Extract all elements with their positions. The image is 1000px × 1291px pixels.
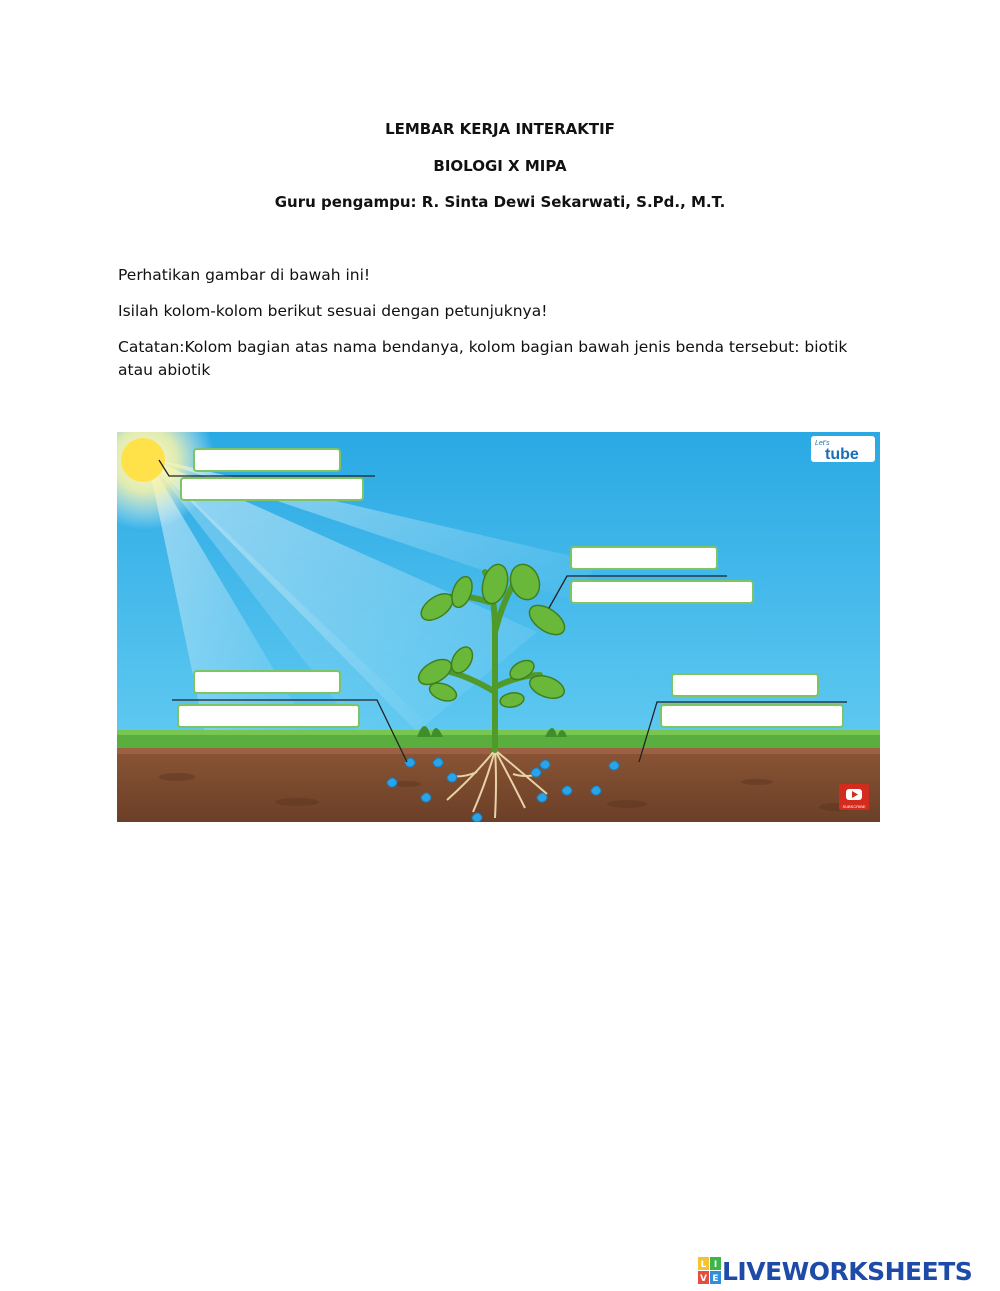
instruction-line-1: Perhatikan gambar di bawah ini! xyxy=(118,266,371,284)
water-type-input[interactable] xyxy=(177,704,360,728)
brand-letter-e: E xyxy=(712,1274,719,1284)
liveworksheets-logo xyxy=(698,1256,972,1286)
worksheet-title: LEMBAR KERJA INTERAKTIF xyxy=(385,120,615,138)
subject-title: BIOLOGI X MIPA xyxy=(433,157,567,175)
soil-name-input[interactable] xyxy=(671,673,819,697)
channel-logo xyxy=(811,436,875,463)
brand-icon xyxy=(698,1257,722,1285)
teacher-name: Guru pengampu: R. Sinta Dewi Sekarwati, S.Pd., M.T. xyxy=(274,193,726,211)
subscribe-text: SUBSCRIBE xyxy=(842,804,866,809)
sun-name-input[interactable] xyxy=(193,448,341,472)
sun-icon xyxy=(121,438,165,482)
logo-main-text: tube xyxy=(825,446,859,463)
sun-type-input[interactable] xyxy=(180,477,364,501)
plant-type-input[interactable] xyxy=(570,580,754,604)
instruction-line-2: Isilah kolom-kolom berikut sesuai dengan petunjuknya! xyxy=(118,302,548,320)
plant-name-input[interactable] xyxy=(570,546,718,570)
brand-letter-l: L xyxy=(700,1260,707,1270)
subscribe-badge xyxy=(839,784,869,810)
ecosystem-illustration xyxy=(117,432,880,822)
soil-layer xyxy=(117,748,880,822)
water-name-input[interactable] xyxy=(193,670,341,694)
brand-letter-v: V xyxy=(700,1274,707,1284)
brand-letter-i: I xyxy=(713,1260,718,1270)
logo-small-text: Let's xyxy=(815,440,830,447)
brand-name: LIVEWORKSHEETS xyxy=(722,1256,973,1286)
soil-type-input[interactable] xyxy=(660,704,844,728)
instruction-note: Catatan:Kolom bagian atas nama bendanya, kolom bagian bawah jenis benda tersebut: biotik atau abiotik xyxy=(118,338,848,379)
